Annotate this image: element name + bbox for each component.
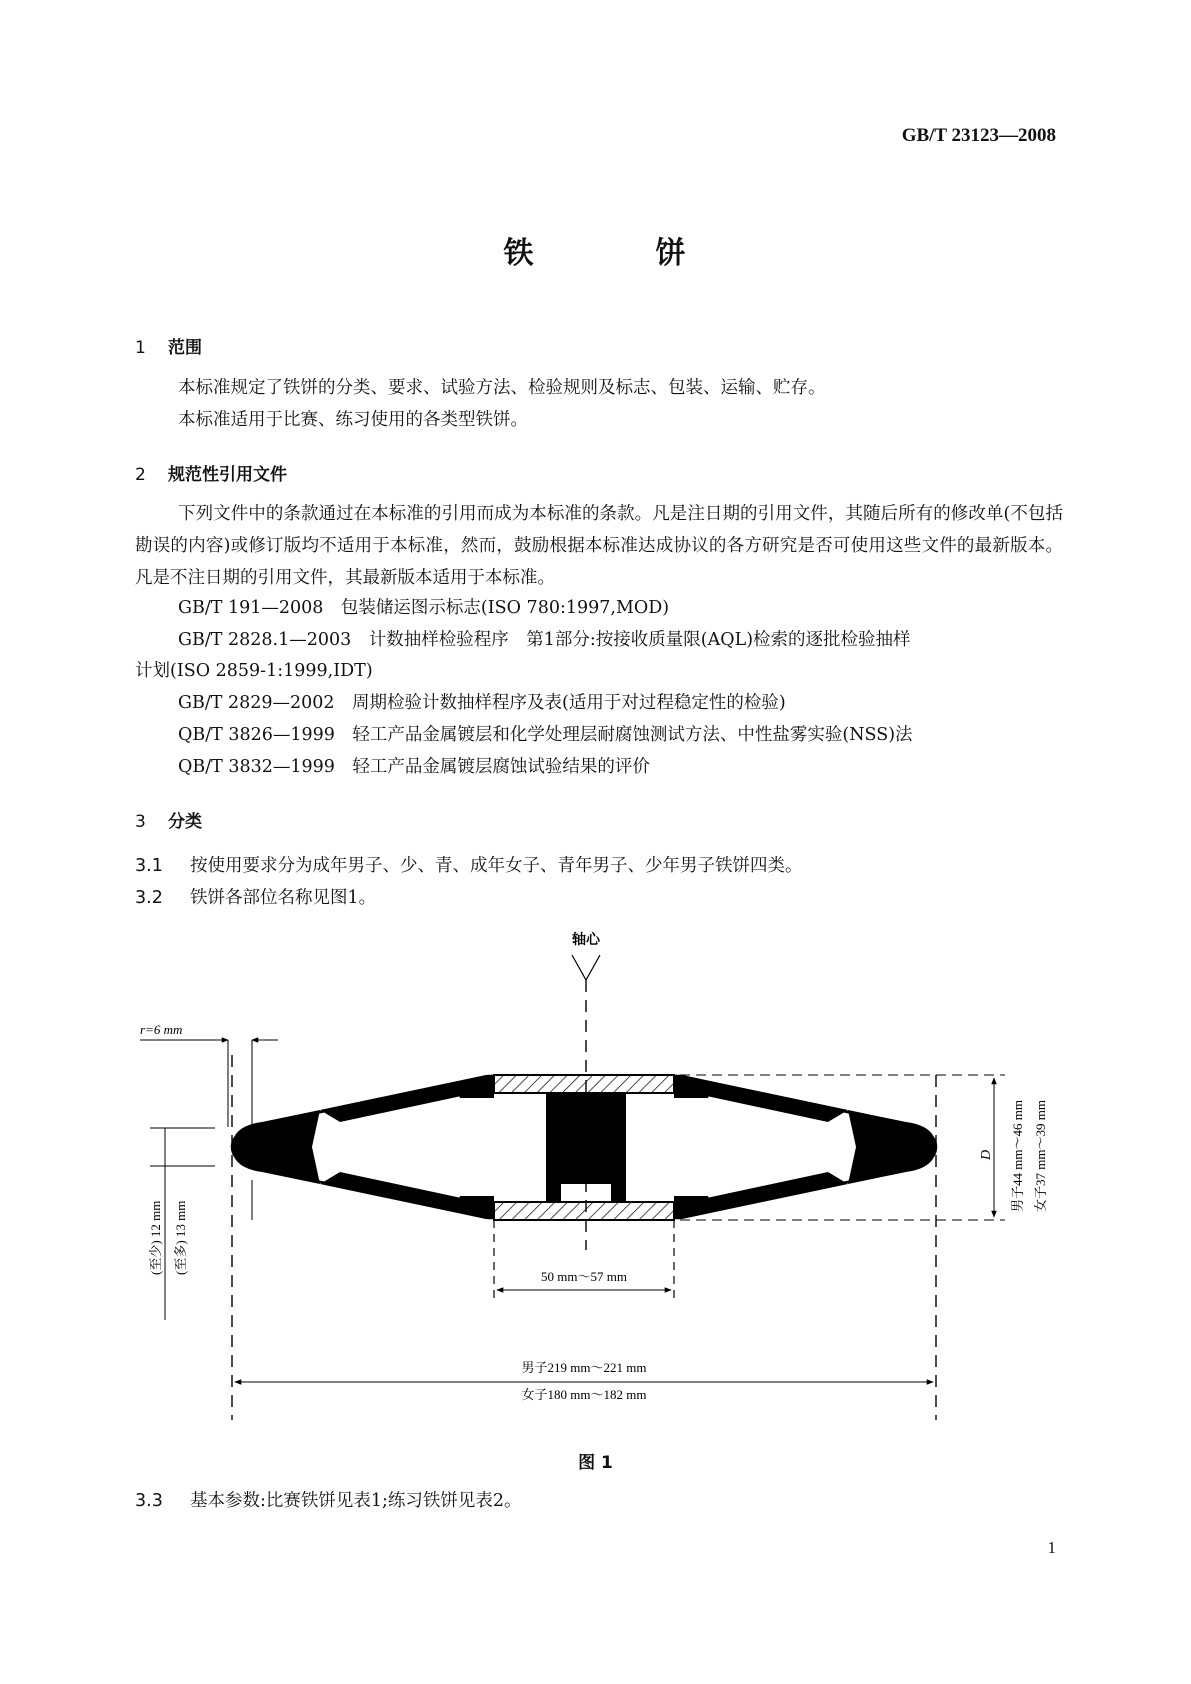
axis-symbol	[572, 955, 600, 980]
bottom-plate	[494, 1202, 674, 1220]
reference-code: QB/T 3832—1999	[178, 757, 335, 777]
reference-code: GB/T 2828.1—2003	[178, 630, 352, 650]
section-3-title: 分类	[168, 812, 202, 832]
clause-3-3	[135, 1487, 522, 1512]
reference-code: GB/T 191—2008	[178, 598, 324, 618]
diameter-men-label: 男子219 mm～221 mm	[521, 1360, 647, 1375]
thickness-men-label: 男子44 mm～46 mm	[1010, 1100, 1025, 1212]
standard-code: GB/T 23123—2008	[901, 125, 1056, 146]
reference-code: GB/T 2829—2002	[178, 693, 335, 713]
section-2-number: 2	[135, 465, 146, 485]
rim-left	[232, 1110, 320, 1184]
reference-title: 计数抽样检验程序 第1部分:按接收质量限(AQL)检索的逐批检验抽样	[368, 630, 911, 650]
section-2-title: 规范性引用文件	[168, 465, 287, 485]
hub-width-label: 50 mm～57 mm	[541, 1269, 627, 1284]
section-1-line-2: 本标准适用于比赛、练习使用的各类型铁饼。	[178, 410, 528, 430]
clause-number: 3.2	[135, 888, 163, 908]
thickness-symbol: D	[979, 1149, 994, 1160]
section-1-number: 1	[135, 338, 146, 358]
axis-label: 轴心	[572, 933, 600, 948]
reference-title: 周期检验计数抽样程序及表(适用于对过程稳定性的检验)	[352, 693, 786, 713]
figure-caption: 图 1	[578, 1453, 613, 1473]
clause-number: 3.1	[135, 856, 163, 876]
reference-title: 轻工产品金属镀层和化学处理层耐腐蚀测试方法、中性盐雾实验(NSS)法	[352, 725, 913, 745]
clause-text: 铁饼各部位名称见图1。	[190, 888, 377, 908]
section-1-title: 范围	[168, 338, 202, 358]
section-2-intro: 下列文件中的条款通过在本标准的引用而成为本标准的条款。凡是注日期的引用文件，其随后所有的修改单(不包括勘误的内容)或修订版均不适用于本标准，然而，鼓励根据本标准达成协议的各方研究是否可使用这些文件的最新版本。凡是不注日期的引用文件，其最新版本适用于本标准。	[135, 504, 1063, 588]
hub-core-center	[561, 1093, 611, 1177]
reference-title: 轻工产品金属镀层腐蚀试验结果的评价	[352, 757, 650, 777]
diameter-women-label: 女子180 mm～182 mm	[521, 1387, 647, 1402]
radius-label: r=6 mm	[140, 1022, 183, 1037]
clause-number: 3.3	[135, 1491, 163, 1511]
page-number: 1	[1047, 1538, 1056, 1557]
clause-text: 按使用要求分为成年男子、少、青、成年女子、青年男子、少年男子铁饼四类。	[190, 856, 803, 876]
reference-code: QB/T 3826—1999	[178, 725, 335, 745]
section-3-number: 3	[135, 812, 146, 832]
top-plate	[494, 1075, 674, 1093]
rim-right	[848, 1110, 936, 1184]
section-1-line-1: 本标准规定了铁饼的分类、要求、试验方法、检验规则及标志、包装、运输、贮存。	[178, 378, 826, 398]
edge-min-label: (至少) 12 mm	[148, 1200, 163, 1275]
clause-text: 基本参数:比赛铁饼见表1;练习铁饼见表2。	[190, 1491, 522, 1511]
reference-title: 包装储运图示标志(ISO 780:1997,MOD)	[340, 598, 670, 618]
title-part-1: 铁	[503, 236, 536, 271]
title-part-2: 饼	[655, 236, 688, 271]
edge-max-label: (至多) 13 mm	[173, 1200, 188, 1275]
hub-core-bar	[547, 1177, 625, 1184]
reference-continuation: 计划(ISO 2859-1:1999,IDT)	[135, 661, 373, 681]
thickness-women-label: 女子37 mm～39 mm	[1033, 1100, 1048, 1212]
